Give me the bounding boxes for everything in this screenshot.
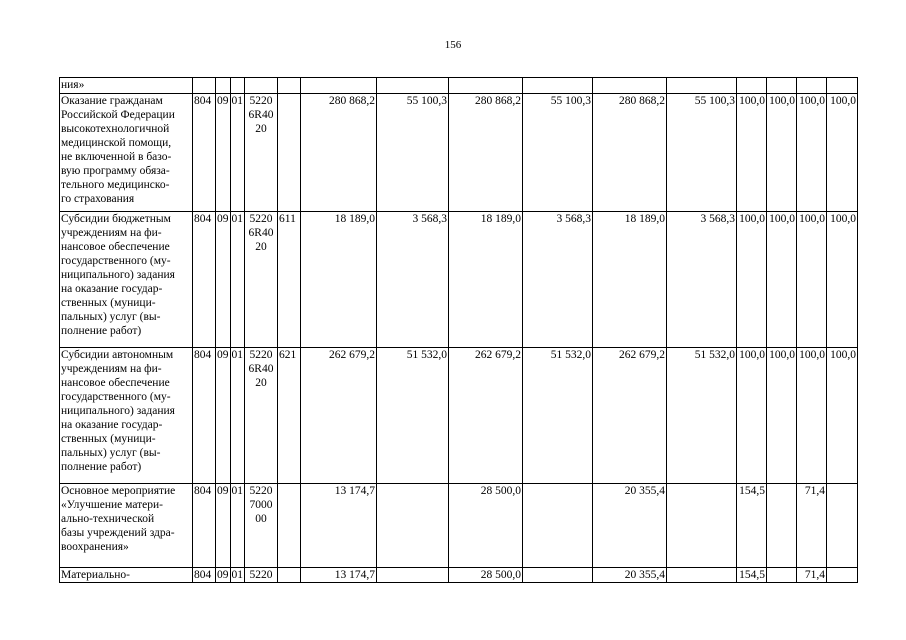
subsection-code-cell: 01 xyxy=(230,94,245,212)
amount-cell-5 xyxy=(593,78,667,94)
amount-cell-1: 262 679,2 xyxy=(301,348,377,484)
percent-cell-1: 100,0 xyxy=(737,212,767,348)
item-name-cell: Основное мероприятие «Улучшение матери- ально-технической базы учреждений здра- воохранения» xyxy=(60,484,193,568)
table-row xyxy=(60,78,858,94)
amount-cell-3: 28 500,0 xyxy=(449,484,523,568)
amount-cell-2 xyxy=(377,568,449,583)
table-row xyxy=(60,568,858,583)
grbs-code-cell: 804 xyxy=(193,94,216,212)
grbs-code-cell: 804 xyxy=(193,212,216,348)
item-name-cell: Оказание гражданам Российской Федерации высокотехнологичной медицинской помощи, не включенной в базо- вую программу обяза- тельного медицинско- го страхования xyxy=(60,94,193,212)
target-article-code-cell: 5220 6R40 20 xyxy=(245,348,278,484)
percent-cell-3: 100,0 xyxy=(797,94,827,212)
amount-cell-5: 280 868,2 xyxy=(593,94,667,212)
percent-cell-4 xyxy=(827,568,858,583)
amount-cell-2 xyxy=(377,78,449,94)
subsection-code-cell: 01 xyxy=(230,212,245,348)
item-name-cell: ния» xyxy=(60,78,193,94)
target-article-code-cell xyxy=(245,78,278,94)
percent-cell-3 xyxy=(797,78,827,94)
amount-cell-1: 18 189,0 xyxy=(301,212,377,348)
table-row xyxy=(60,212,858,348)
section-code-cell: 09 xyxy=(216,94,231,212)
percent-cell-2 xyxy=(767,568,797,583)
expense-type-code-cell xyxy=(278,94,301,212)
percent-cell-3: 71,4 xyxy=(797,568,827,583)
expense-type-code-cell xyxy=(278,78,301,94)
target-article-code-cell: 5220 7000 00 xyxy=(245,484,278,568)
percent-cell-2: 100,0 xyxy=(767,212,797,348)
percent-cell-1: 154,5 xyxy=(737,484,767,568)
percent-cell-1: 154,5 xyxy=(737,568,767,583)
amount-cell-2: 51 532,0 xyxy=(377,348,449,484)
amount-cell-4: 51 532,0 xyxy=(523,348,593,484)
percent-cell-4: 100,0 xyxy=(827,94,858,212)
section-code-cell: 09 xyxy=(217,569,229,581)
section-code-cell: 09 xyxy=(216,484,231,568)
amount-cell-4: 3 568,3 xyxy=(523,212,593,348)
percent-cell-3: 100,0 xyxy=(797,212,827,348)
section-code-cell: 09 xyxy=(216,212,231,348)
section-code-cell: 09 xyxy=(216,348,231,484)
amount-cell-2: 3 568,3 xyxy=(377,212,449,348)
table-row xyxy=(60,94,858,212)
amount-cell-5: 262 679,2 xyxy=(593,348,667,484)
subsection-code-cell: 01 xyxy=(231,569,243,581)
amount-cell-3: 262 679,2 xyxy=(449,348,523,484)
amount-cell-4: 55 100,3 xyxy=(523,94,593,212)
amount-cell-5: 20 355,4 xyxy=(593,484,667,568)
percent-cell-3: 71,4 xyxy=(797,484,827,568)
grbs-code-cell: 804 xyxy=(193,568,216,583)
percent-cell-2 xyxy=(767,78,797,94)
expense-type-code-cell: 621 xyxy=(278,348,301,484)
page-number: 156 xyxy=(444,39,462,51)
section-code-cell xyxy=(216,78,231,94)
subsection-code-cell: 01 xyxy=(230,348,245,484)
amount-cell-4 xyxy=(523,78,593,94)
amount-cell-3: 28 500,0 xyxy=(449,568,523,583)
subsection-code-cell xyxy=(230,78,245,94)
expense-type-code-cell xyxy=(278,568,301,583)
percent-cell-2 xyxy=(767,484,797,568)
percent-cell-4 xyxy=(827,484,858,568)
amount-cell-5: 18 189,0 xyxy=(593,212,667,348)
amount-cell-1: 13 174,7 xyxy=(301,484,377,568)
grbs-code-cell xyxy=(193,78,216,94)
percent-cell-1 xyxy=(737,78,767,94)
amount-cell-3: 280 868,2 xyxy=(449,94,523,212)
amount-cell-4 xyxy=(523,568,593,583)
target-article-code-cell: 5220 6R40 20 xyxy=(245,94,278,212)
amount-cell-1: 280 868,2 xyxy=(301,94,377,212)
percent-cell-4: 100,0 xyxy=(827,212,858,348)
percent-cell-2: 100,0 xyxy=(767,348,797,484)
amount-cell-6 xyxy=(667,484,737,568)
amount-cell-6: 51 532,0 xyxy=(667,348,737,484)
percent-cell-4: 100,0 xyxy=(827,348,858,484)
amount-cell-6 xyxy=(667,78,737,94)
table-row xyxy=(60,484,858,568)
item-name-cell: Субсидии автономным учреждениям на фи- нансовое обеспечение государственного (му- ниципального) задания на оказание государ- ственных (муници- пальных) услуг (вы- полнение работ) xyxy=(60,348,193,484)
percent-cell-1: 100,0 xyxy=(737,348,767,484)
amount-cell-6: 55 100,3 xyxy=(667,94,737,212)
percent-cell-4 xyxy=(827,78,858,94)
item-name-cell: Субсидии бюджетным учреждениям на фи- нансовое обеспечение государственного (му- ниципального) задания на оказание государ- ственных (муници- пальных) услуг (вы- полнение работ) xyxy=(60,212,193,348)
amount-cell-1: 13 174,7 xyxy=(301,568,377,583)
amount-cell-4 xyxy=(523,484,593,568)
amount-cell-6 xyxy=(667,568,737,583)
subsection-code-cell: 01 xyxy=(230,484,245,568)
budget-table xyxy=(59,77,858,583)
grbs-code-cell: 804 xyxy=(193,484,216,568)
percent-cell-1: 100,0 xyxy=(737,94,767,212)
amount-cell-2: 55 100,3 xyxy=(377,94,449,212)
amount-cell-6: 3 568,3 xyxy=(667,212,737,348)
percent-cell-3: 100,0 xyxy=(797,348,827,484)
table-row xyxy=(60,348,858,484)
expense-type-code-cell: 611 xyxy=(278,212,301,348)
item-name-cell: Материально- xyxy=(60,568,193,583)
amount-cell-3 xyxy=(449,78,523,94)
amount-cell-2 xyxy=(377,484,449,568)
grbs-code-cell: 804 xyxy=(193,348,216,484)
target-article-code-cell: 5220 6R40 20 xyxy=(245,212,278,348)
amount-cell-1 xyxy=(301,78,377,94)
expense-type-code-cell xyxy=(278,484,301,568)
target-article-code-cell: 5220 xyxy=(245,568,278,583)
amount-cell-3: 18 189,0 xyxy=(449,212,523,348)
amount-cell-5: 20 355,4 xyxy=(593,568,667,583)
table-body xyxy=(60,78,858,583)
percent-cell-2: 100,0 xyxy=(767,94,797,212)
